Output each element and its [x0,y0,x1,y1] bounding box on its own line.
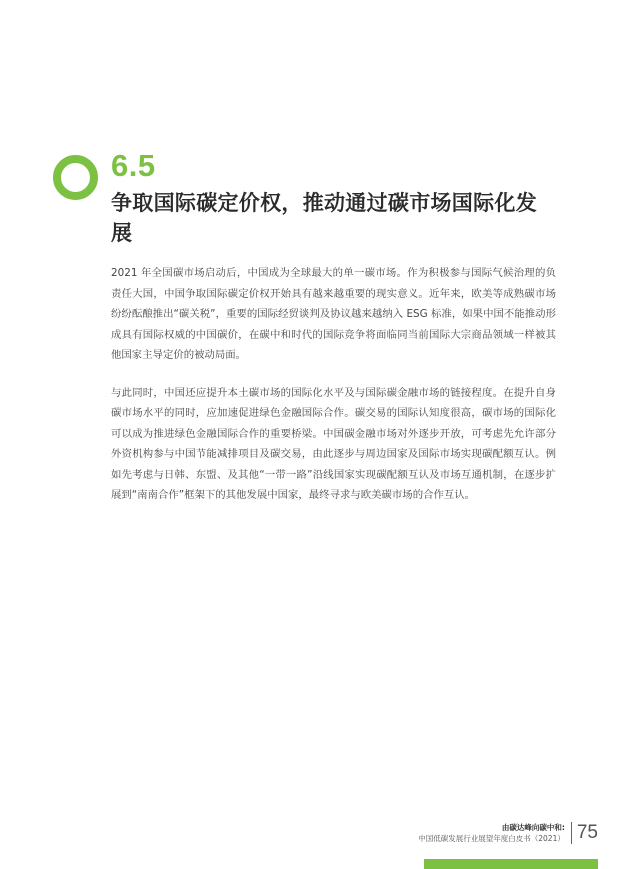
footer-title: 由碳达峰向碳中和: [501,823,565,832]
footer-accent-bar [424,859,598,869]
section-title: 争取国际碳定价权，推动通过碳市场国际化发展 [111,191,537,245]
paragraph: 2021 年全国碳市场启动后，中国成为全球最大的单一碳市场。作为积极参与国际气候治理的负责任大国，中国争取国际碳定价权开始具有越来越重要的现实意义。近年来，欧美等成熟碳市场纷纷酝酿推出“碳关税”，重要的国际经贸谈判及协议越来越纳入 ESG 标准，如果中国不能推动形成具有国际权威的中国碳价，在碳中和时代的国际竞争将面临同当前国际大宗商品领域一样被其他国家主导定价的被动局面。 [111,267,556,361]
footer-subtitle: 中国低碳发展行业展望年度白皮书（2021） [418,834,565,843]
footer-divider [571,822,572,844]
green-ring-icon [53,155,98,200]
page-number: 75 [576,822,598,843]
body-text [111,263,556,523]
page-footer [418,822,598,844]
section-number: 6.5 [111,148,156,183]
paragraph: 与此同时，中国还应提升本土碳市场的国际化水平及与国际碳金融市场的链接程度。在提升自身碳市场水平的同时，应加速促进绿色金融国际合作。碳交易的国际认知度很高，碳市场的国际化可以成为推进绿色金融国际合作的重要桥梁。中国碳金融市场对外逐步开放，可考虑先允许部分外资机构参与中国节能减排项目及碳交易，由此逐步与周边国家及国际市场实现碳配额互认。例如先考虑与日韩、东盟、及其他“一带一路”沿线国家实现碳配额互认及市场互通机制，在逐步扩展到“南南合作”框架下的其他发展中国家，最终寻求与欧美碳市场的合作互认。 [111,386,556,501]
footer-text [418,822,565,844]
